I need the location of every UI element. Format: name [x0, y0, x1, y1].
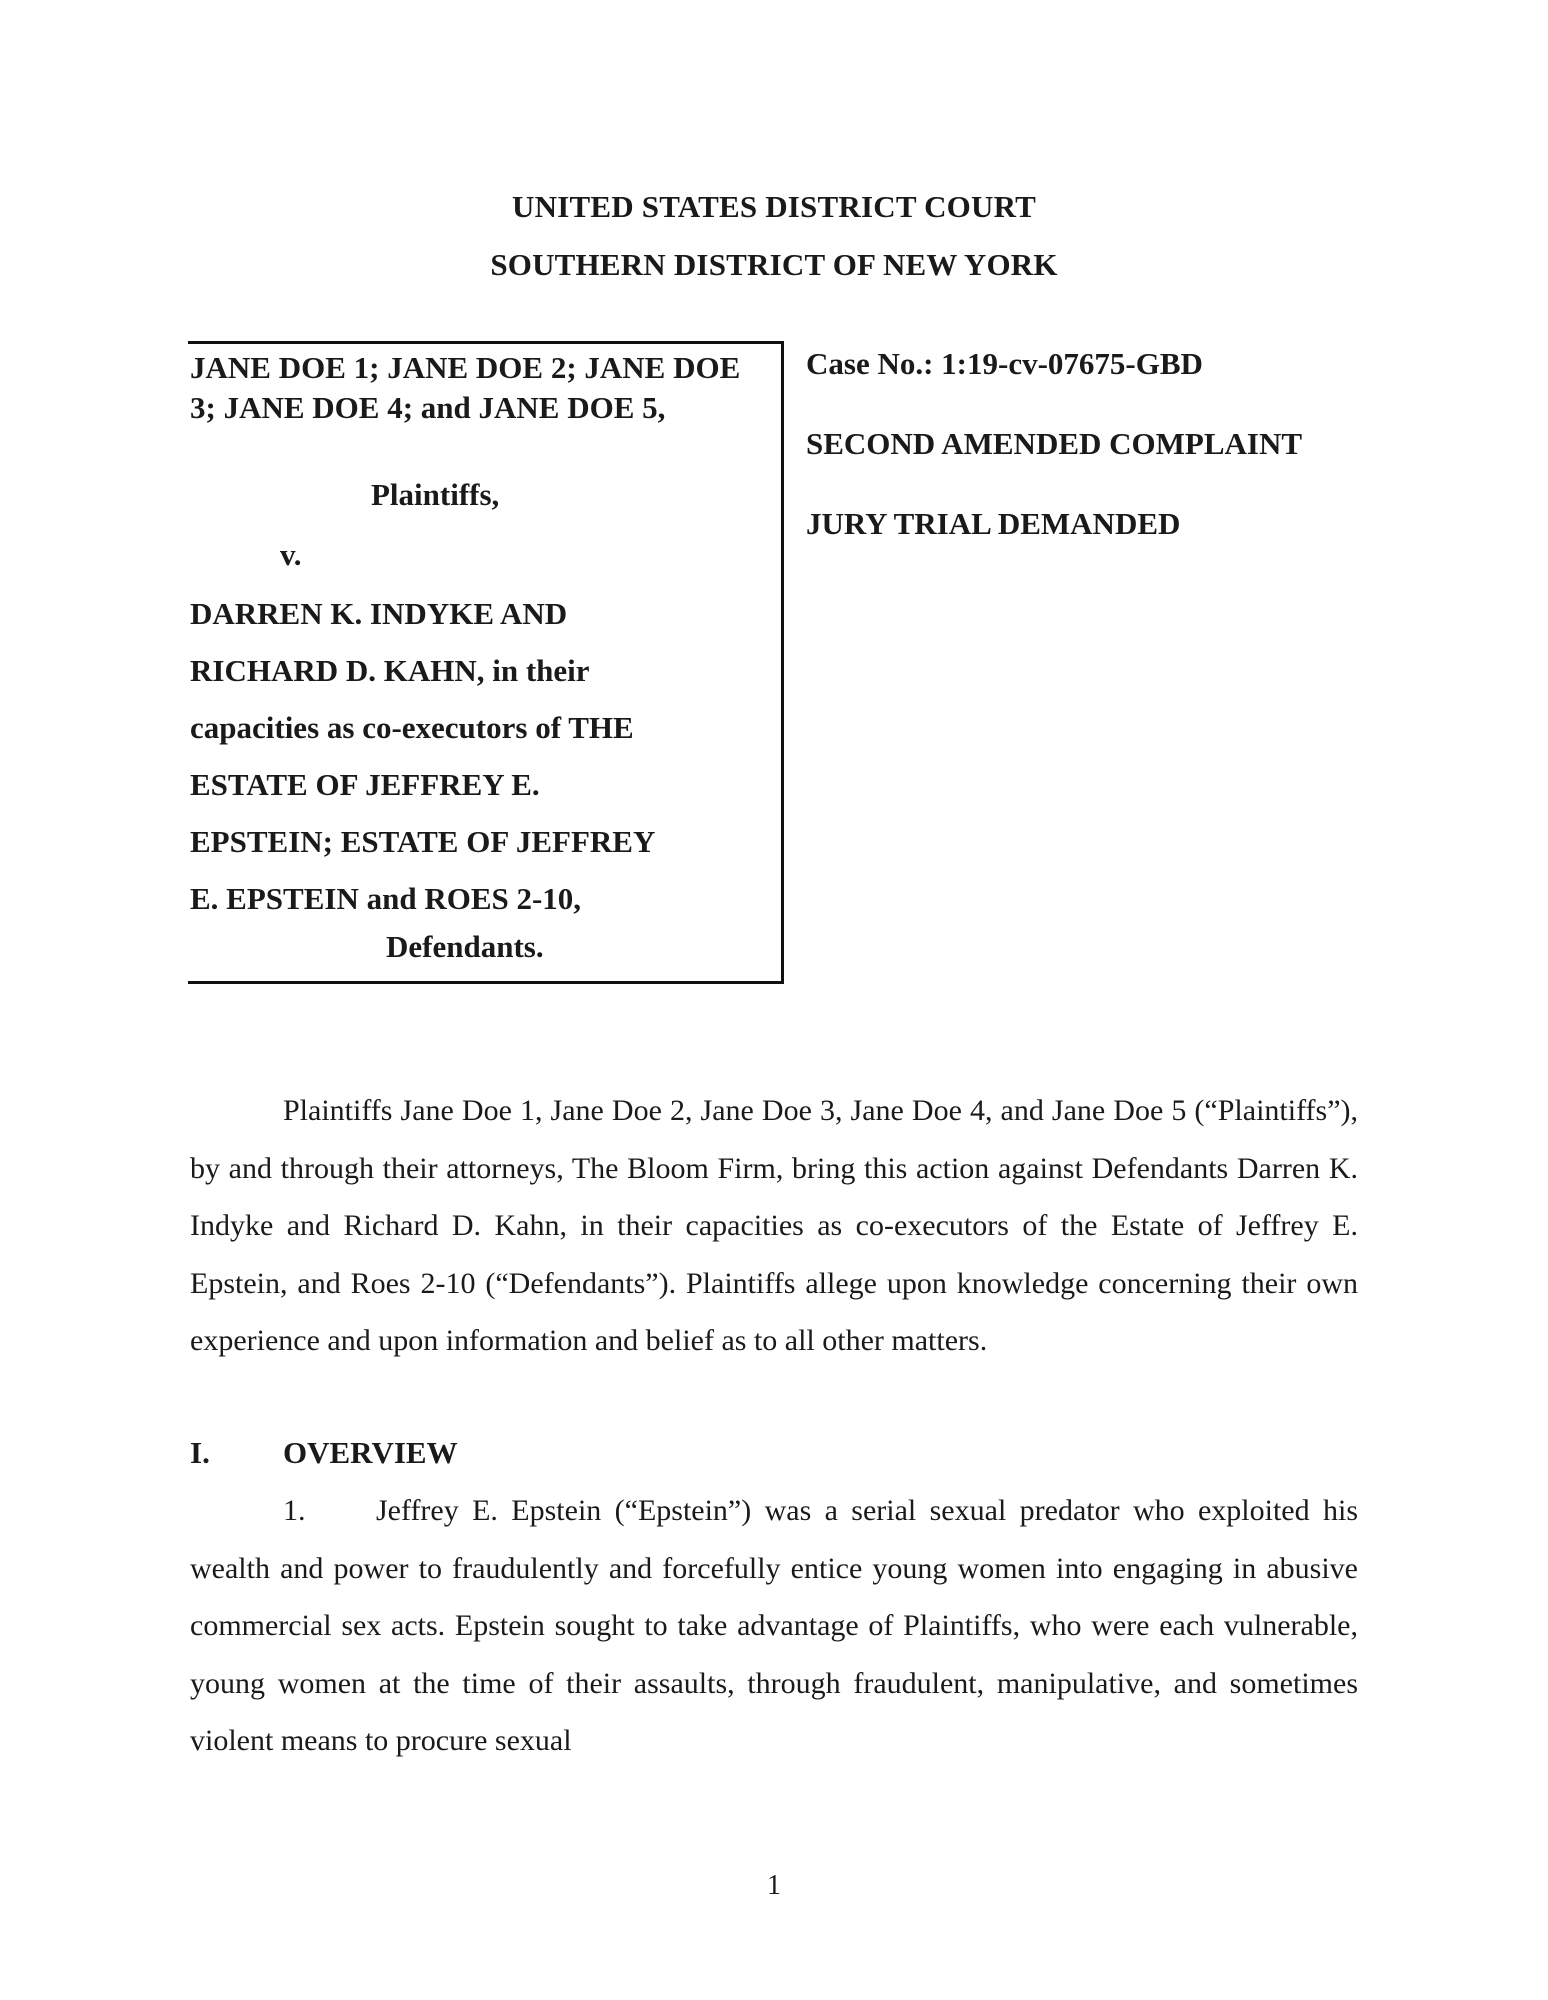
court-name: UNITED STATES DISTRICT COURT [512, 189, 1036, 224]
section-number: I. [190, 1435, 210, 1470]
defendants-label: Defendants. [386, 929, 544, 964]
document-title: SECOND AMENDED COMPLAINT [806, 426, 1303, 461]
defendants-line: ESTATE OF JEFFREY E. [190, 767, 540, 802]
versus-label: v. [280, 537, 302, 572]
defendants-line: capacities as co-executors of THE [190, 710, 634, 745]
case-caption-box [188, 341, 784, 984]
defendants-line: DARREN K. INDYKE AND [190, 596, 568, 631]
paragraph-number: 1. [283, 1494, 306, 1527]
section-heading [190, 1424, 458, 1481]
defendants-line: EPSTEIN; ESTATE OF JEFFREY [190, 824, 656, 859]
jury-demand: JURY TRIAL DEMANDED [806, 506, 1181, 541]
court-heading [0, 178, 1548, 294]
section-title: OVERVIEW [283, 1435, 458, 1470]
intro-paragraph: Plaintiffs Jane Doe 1, Jane Doe 2, Jane Doe 3, Jane Doe 4, and Jane Doe 5 (“Plaintiffs”), by and through their attorneys, The Bloom Firm, bring this action against Defendants Darren K. Indyke and Richard D. Kahn, in their capacities as co-executors of the Estate of Jeffrey E. Epstein, and Roes 2-10 (“Defendants”). Plaintiffs allege upon knowledge concerning their own experience and upon information and belief as to all other matters. [190, 1094, 1358, 1357]
paragraph-1 [190, 1482, 1358, 1770]
case-info [806, 344, 1302, 544]
defendants-line: E. EPSTEIN and ROES 2-10, [190, 881, 582, 916]
plaintiffs-label: Plaintiffs, [371, 477, 500, 512]
plaintiffs-names: JANE DOE 1; JANE DOE 2; JANE DOE 3; JANE DOE 4; and JANE DOE 5, [190, 350, 741, 425]
paragraph-text: Jeffrey E. Epstein (“Epstein”) was a serial sexual predator who exploited his wealth and power to fraudulently and forcefully entice young women into engaging in abusive commercial sex acts. Epstein sought to take advantage of Plaintiffs, who were each vulnerable, young women at the time of their assaults, through fraudulent, manipulative, and sometimes violent means to procure sexual [190, 1494, 1358, 1757]
case-number: Case No.: 1:19-cv-07675-GBD [806, 346, 1203, 381]
court-district: SOUTHERN DISTRICT OF NEW YORK [490, 247, 1058, 282]
defendants-names [190, 585, 770, 927]
defendants-line: RICHARD D. KAHN, in their [190, 653, 590, 688]
page-number: 1 [767, 1870, 781, 1901]
